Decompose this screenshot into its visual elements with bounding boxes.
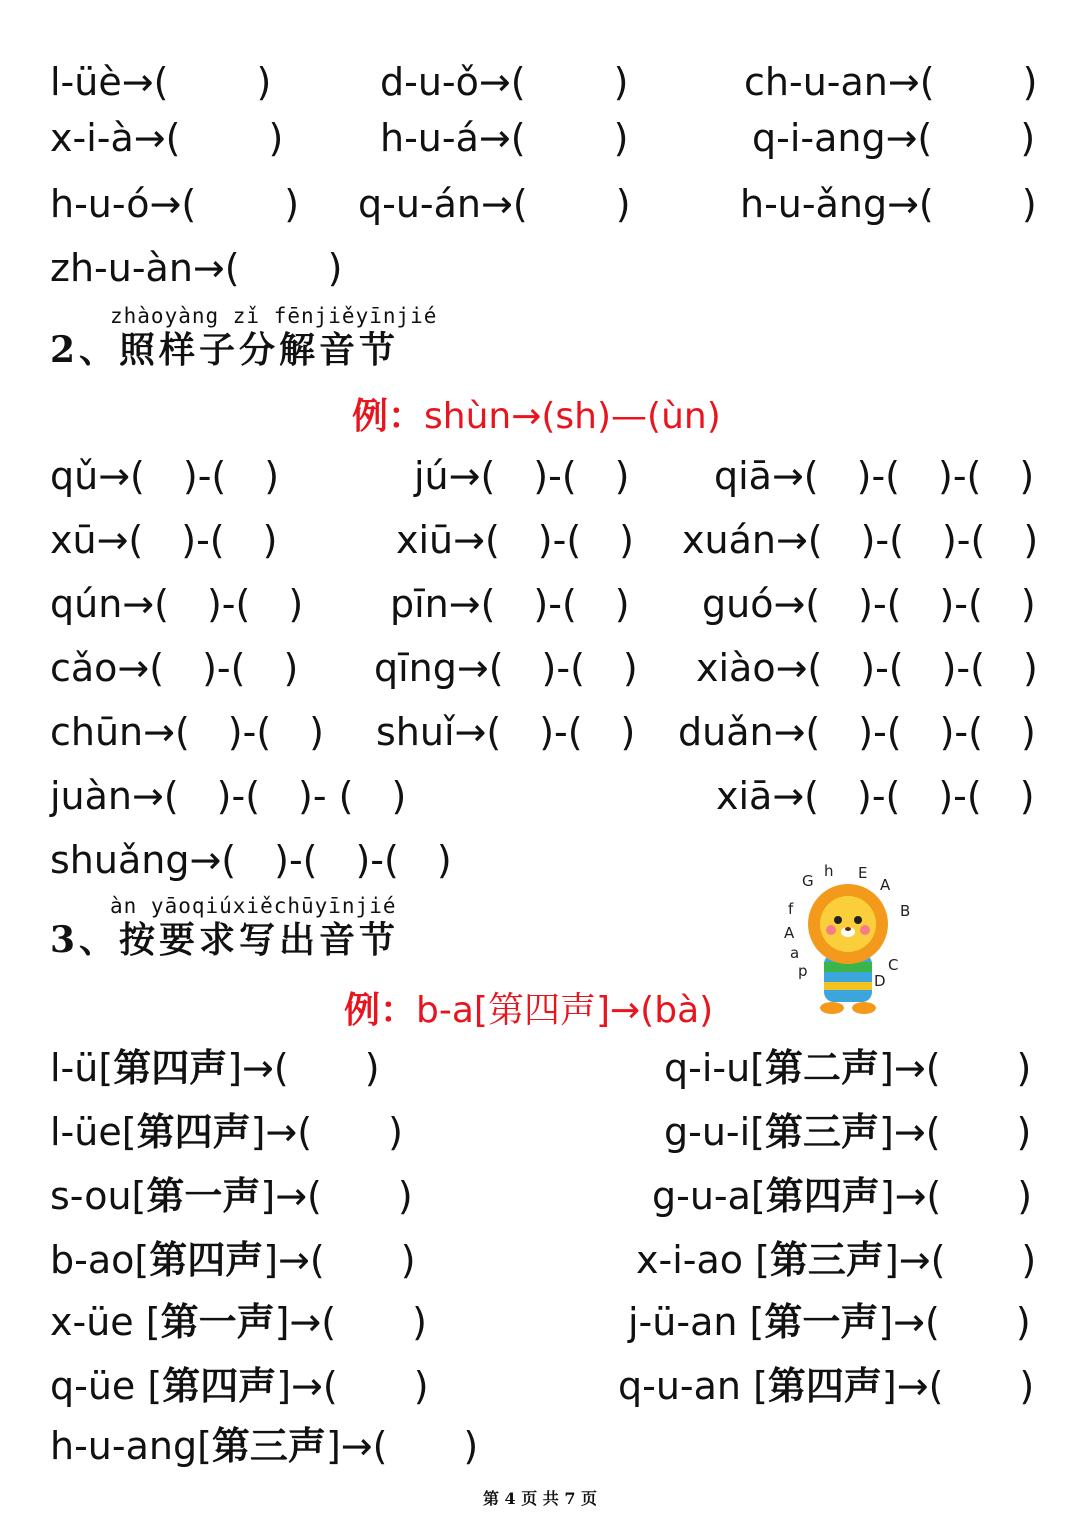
exercise-item[interactable]: jú→( )-( ) bbox=[414, 454, 630, 498]
exercise-item[interactable]: q-u-an [第四声]→( ) bbox=[618, 1363, 1035, 1408]
exercise-item[interactable]: ch-u-an→( ) bbox=[744, 60, 1038, 104]
section2-heading bbox=[50, 304, 437, 372]
letter-decoration: h bbox=[824, 862, 834, 880]
exercise-item[interactable]: pīn→( )-( ) bbox=[390, 582, 630, 626]
letter-decoration: E bbox=[858, 864, 868, 882]
exercise-item[interactable]: d-u-ǒ→( ) bbox=[380, 60, 629, 104]
section3-example bbox=[344, 982, 713, 1033]
letter-decoration: f bbox=[788, 900, 794, 918]
letter-decoration: B bbox=[900, 902, 911, 920]
section3-heading bbox=[50, 894, 399, 962]
exercise-item[interactable]: l-üè→( ) bbox=[50, 60, 272, 104]
lion-icon bbox=[780, 858, 920, 1018]
section2-pinyin: zhàoyàng zǐ fēnjiěyīnjié bbox=[110, 304, 438, 328]
exercise-item[interactable]: juàn→( )-( )- ( ) bbox=[50, 774, 407, 818]
section2-example bbox=[352, 388, 721, 439]
exercise-item[interactable]: guó→( )-( )-( ) bbox=[702, 582, 1036, 626]
exercise-item[interactable]: h-u-á→( ) bbox=[380, 116, 629, 160]
exercise-item[interactable]: qiā→( )-( )-( ) bbox=[714, 454, 1035, 498]
example-label: 例： bbox=[352, 395, 425, 437]
exercise-item[interactable]: chūn→( )-( ) bbox=[50, 710, 324, 754]
exercise-item[interactable]: b-ao[第四声]→( ) bbox=[50, 1237, 416, 1282]
exercise-item[interactable]: q-üe [第四声]→( ) bbox=[50, 1363, 429, 1408]
exercise-item[interactable]: xiào→( )-( )-( ) bbox=[696, 646, 1038, 690]
exercise-item[interactable]: qīng→( )-( ) bbox=[374, 646, 638, 690]
section3-pinyin: àn yāoqiúxiěchūyīnjié bbox=[110, 894, 397, 918]
page-footer: 第 4 页 共 7 页 bbox=[482, 1489, 598, 1508]
exercise-item[interactable]: h-u-ǎng→( ) bbox=[740, 182, 1037, 226]
section2-title: 2、照样子分解音节 bbox=[50, 329, 400, 371]
exercise-item[interactable]: xuán→( )-( )-( ) bbox=[682, 518, 1039, 562]
exercise-item[interactable]: g-u-a[第四声]→( ) bbox=[652, 1173, 1033, 1218]
exercise-item[interactable]: duǎn→( )-( )-( ) bbox=[678, 710, 1036, 754]
exercise-item[interactable]: q-i-ang→( ) bbox=[752, 116, 1036, 160]
exercise-item[interactable]: h-u-ó→( ) bbox=[50, 182, 300, 226]
letter-decoration: a bbox=[790, 944, 800, 962]
exercise-item[interactable]: shuǎng→( )-( )-( ) bbox=[50, 838, 452, 882]
exercise-item[interactable]: q-u-án→( ) bbox=[358, 182, 631, 226]
exercise-item[interactable]: q-i-u[第二声]→( ) bbox=[664, 1045, 1032, 1090]
exercise-item[interactable]: zh-u-àn→( ) bbox=[50, 246, 343, 290]
exercise-item[interactable]: xiū→( )-( ) bbox=[396, 518, 634, 562]
letter-decoration: p bbox=[798, 962, 808, 980]
exercise-item[interactable]: x-üe [第一声]→( ) bbox=[50, 1299, 427, 1344]
exercise-item[interactable]: l-ü[第四声]→( ) bbox=[50, 1045, 380, 1090]
exercise-item[interactable]: xū→( )-( ) bbox=[50, 518, 278, 562]
letter-decoration: G bbox=[802, 872, 814, 890]
exercise-item[interactable]: x-i-ao [第三声]→( ) bbox=[636, 1237, 1037, 1282]
exercise-item[interactable]: x-i-à→( ) bbox=[50, 116, 284, 160]
example-text: shùn→(sh)—(ùn) bbox=[424, 396, 721, 437]
letter-decoration: A bbox=[880, 876, 891, 894]
exercise-item[interactable]: l-üe[第四声]→( ) bbox=[50, 1109, 403, 1154]
letter-decoration: C bbox=[888, 956, 899, 974]
letter-decoration: D bbox=[874, 972, 886, 990]
exercise-item[interactable]: qún→( )-( ) bbox=[50, 582, 304, 626]
letter-decoration: A bbox=[784, 924, 795, 942]
example-label: 例： bbox=[344, 989, 417, 1031]
exercise-item[interactable]: qǔ→( )-( ) bbox=[50, 454, 280, 498]
exercise-item[interactable]: g-u-i[第三声]→( ) bbox=[664, 1109, 1032, 1154]
example-text: b-a[第四声]→(bà) bbox=[416, 990, 714, 1031]
exercise-item[interactable]: xiā→( )-( )-( ) bbox=[716, 774, 1035, 818]
exercise-item[interactable]: cǎo→( )-( ) bbox=[50, 646, 299, 690]
exercise-item[interactable]: s-ou[第一声]→( ) bbox=[50, 1173, 413, 1218]
section3-title: 3、按要求写出音节 bbox=[50, 919, 400, 961]
exercise-item[interactable]: shuǐ→( )-( ) bbox=[376, 710, 636, 754]
exercise-item[interactable]: j-ü-an [第一声]→( ) bbox=[628, 1299, 1031, 1344]
exercise-item[interactable]: h-u-ang[第三声]→( ) bbox=[50, 1423, 479, 1468]
